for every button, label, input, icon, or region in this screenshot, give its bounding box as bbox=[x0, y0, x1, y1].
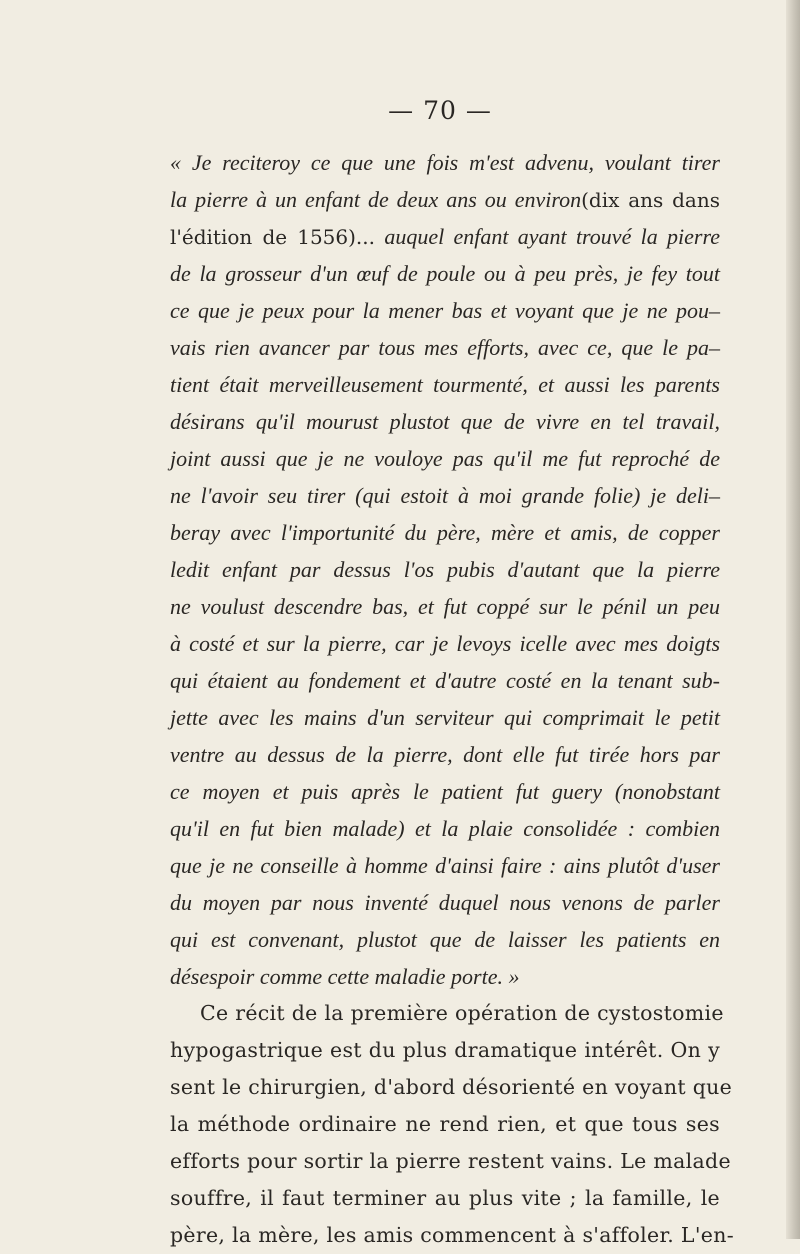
text-line: Ce récit de la première opération de cystostomie bbox=[200, 1001, 724, 1025]
text-line: qui étaient au fondement et d'autre costé en la tenant sub- bbox=[170, 668, 720, 693]
text-line: joint aussi que je ne vouloye pas qu'il me fut reproché de bbox=[170, 446, 720, 471]
text-segment: la pierre à un enfant de deux ans ou environ bbox=[170, 187, 582, 212]
text-line: désirans qu'il mourust plustot que de vivre en tel travail, bbox=[170, 409, 720, 434]
text-line: ce que je peux pour la mener bas et voyant que je ne pou– bbox=[170, 298, 720, 323]
text-segment: auquel enfant ayant trouvé la pierre bbox=[375, 224, 720, 249]
text-line: ne voulust descendre bas, et fut coppé sur le pénil un peu bbox=[170, 594, 720, 619]
text-line: père, la mère, les amis commencent à s'affoler. L'en- bbox=[170, 1223, 734, 1247]
text-line: tient était merveilleusement tourmenté, et aussi les parents bbox=[170, 372, 720, 397]
text-line bbox=[170, 218, 720, 255]
text-line: vais rien avancer par tous mes efforts, avec ce, que le pa– bbox=[170, 335, 720, 360]
text-line: qui est convenant, plustot que de laisser les patients en bbox=[170, 927, 720, 952]
text-line: à costé et sur la pierre, car je levoys icelle avec mes doigts bbox=[170, 631, 720, 656]
text-line: jette avec les mains d'un serviteur qui comprimait le petit bbox=[170, 705, 720, 730]
text-line: ledit enfant par dessus l'os pubis d'autant que la pierre bbox=[170, 557, 720, 582]
text-line: la méthode ordinaire ne rend rien, et que tous ses bbox=[170, 1112, 720, 1136]
text-line: qu'il en fut bien malade) et la plaie consolidée : combien bbox=[170, 816, 720, 841]
text-line: hypogastrique est du plus dramatique intérêt. On y bbox=[170, 1038, 720, 1062]
text-line: efforts pour sortir la pierre restent vains. Le malade bbox=[170, 1149, 731, 1173]
text-line: sent le chirurgien, d'abord désorienté en voyant que bbox=[170, 1075, 733, 1099]
text-line: ventre au dessus de la pierre, dont elle fut tirée hors par bbox=[170, 742, 720, 767]
text-line bbox=[170, 181, 720, 218]
text-line: ne l'avoir seu tirer (qui estoit à moi grande folie) je deli– bbox=[170, 483, 720, 508]
text-line: que je ne conseille à homme d'ainsi faire : ains plutôt d'user bbox=[170, 853, 720, 878]
page-edge-shadow bbox=[786, 0, 800, 1239]
text-segment: l'édition de 1556)... bbox=[170, 225, 376, 249]
text-segment: (dix ans dans bbox=[581, 188, 721, 212]
text-line: « Je reciteroy ce que une fois m'est advenu, voulant tirer bbox=[170, 150, 720, 175]
text-line: du moyen par nous inventé duquel nous venons de parler bbox=[170, 890, 720, 915]
text-line: ce moyen et puis après le patient fut guery (nonobstant bbox=[170, 779, 720, 804]
text-line: de la grosseur d'un œuf de poule ou à peu près, je fey tout bbox=[170, 261, 720, 286]
page-number: — 70 — bbox=[388, 96, 492, 125]
text-block bbox=[170, 144, 734, 1254]
text-line: beray avec l'importunité du père, mère et amis, de copper bbox=[170, 520, 720, 545]
text-line: désespoir comme cette maladie porte. » bbox=[170, 964, 520, 989]
text-line: souffre, il faut terminer au plus vite ; la famille, le bbox=[170, 1186, 720, 1210]
